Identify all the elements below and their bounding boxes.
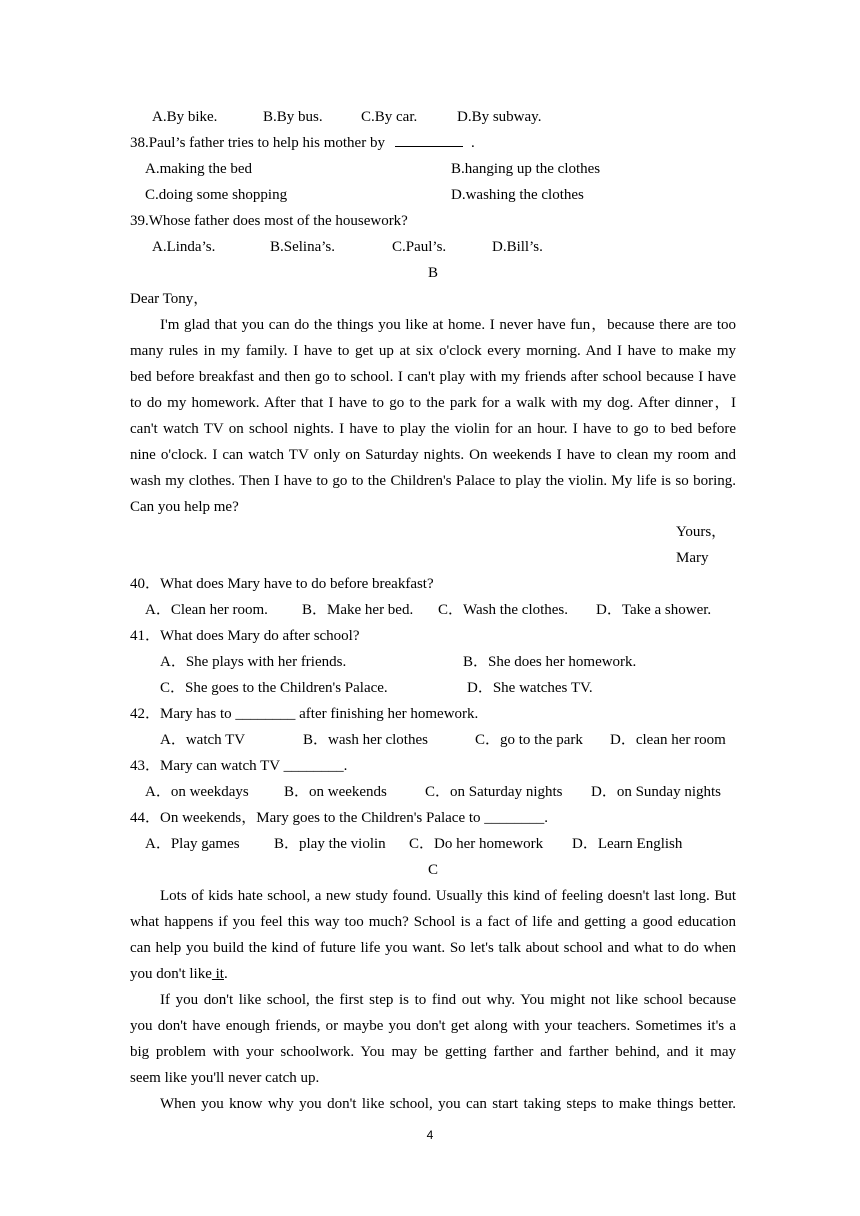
q44-stem: 44．On weekends，Mary goes to the Children's Palace to ________.: [130, 810, 549, 826]
q43-option-c: C．on Saturday nights: [425, 784, 563, 800]
passage-c-paragraph-1: [130, 883, 736, 987]
q41-option-d: D．She watches TV.: [467, 680, 593, 696]
passage-line: what happens if you feel this way too much? School is a fact of life and getting a good education: [130, 914, 736, 930]
section-c-heading: C: [427, 862, 438, 878]
passage-line: [130, 961, 736, 987]
q41-option-b: B．She does her homework.: [463, 654, 637, 670]
section-b-heading: B: [427, 265, 438, 281]
q37-option-b: B.By bus.: [263, 109, 323, 125]
passage-line: If you don't like school, the first step is to find out why. You might not like school because: [160, 992, 736, 1008]
q39-option-d: D.Bill’s.: [492, 239, 543, 255]
q38-stem: [130, 130, 475, 156]
q38-option-a: A.making the bed: [145, 161, 253, 177]
underlined-word: it: [211, 966, 224, 982]
q39-option-c: C.Paul’s.: [392, 239, 447, 255]
q44-option-d: D．Learn English: [572, 836, 683, 852]
q38-stem-text: 38.Paul’s father tries to help his mother by: [130, 135, 385, 151]
q39-option-a: A.Linda’s.: [152, 239, 216, 255]
passage-line: seem like you'll never catch up.: [130, 1070, 320, 1086]
q38-option-d: D.washing the clothes: [451, 187, 584, 203]
letter-line: can't watch TV on school nights. I have to play the violin for an hour. I have to go to bed before: [130, 421, 736, 437]
q39-option-b: B.Selina’s.: [270, 239, 336, 255]
q40-option-c: C．Wash the clothes.: [438, 602, 569, 618]
q41-option-c: C．She goes to the Children's Palace.: [160, 680, 388, 696]
q42-stem: 42．Mary has to ________ after finishing her homework.: [130, 706, 479, 722]
passage-text: .: [223, 966, 228, 982]
q37-option-a: A.By bike.: [152, 109, 218, 125]
q38-option-c: C.doing some shopping: [145, 187, 288, 203]
passage-line: When you know why you don't like school, you can start taking steps to make things better.: [160, 1096, 736, 1112]
q39-stem: 39.Whose father does most of the housework?: [130, 213, 408, 229]
letter-line: I'm glad that you can do the things you like at home. I never have fun，because there are too: [160, 317, 736, 333]
q43-option-a: A．on weekdays: [145, 784, 249, 800]
letter-body: [130, 312, 736, 520]
q42-option-c: C．go to the park: [475, 732, 583, 748]
passage-c-paragraph-2: [130, 987, 736, 1091]
q41-stem: 41．What does Mary do after school?: [130, 628, 360, 644]
q43-stem: 43．Mary can watch TV ________.: [130, 758, 348, 774]
letter-line: bed before breakfast and then go to school. I can't play with my friends after school because I have: [130, 369, 736, 385]
q38-stem-end: .: [470, 135, 475, 151]
letter-line: many rules in my family. I have to get up at six o'clock every morning. And I have to make my: [130, 343, 736, 359]
q38-answer-blank: [395, 130, 463, 147]
q37-option-d: D.By subway.: [457, 109, 542, 125]
passage-line: big problem with your schoolwork. You may be getting farther and farther behind, and it may: [130, 1044, 736, 1060]
page-number: 4: [426, 1128, 434, 1142]
q40-option-a: A．Clean her room.: [145, 602, 268, 618]
q44-option-b: B．play the violin: [274, 836, 386, 852]
q44-option-a: A．Play games: [145, 836, 240, 852]
letter-line: nine o'clock. I can watch TV only on Saturday nights. On weekends I have to clean my room and: [130, 447, 736, 463]
passage-c-paragraph-3: [130, 1091, 736, 1117]
passage-line: you don't have enough friends, or maybe you don't get along with your teachers. Sometimes it's a: [130, 1018, 736, 1034]
q37-option-c: C.By car.: [361, 109, 418, 125]
passage-line: can help you build the kind of future life you want. So let's talk about school and what to do when: [130, 940, 736, 956]
q40-option-d: D．Take a shower.: [596, 602, 712, 618]
q41-option-a: A．She plays with her friends.: [160, 654, 347, 670]
q40-stem: 40．What does Mary have to do before breakfast?: [130, 576, 434, 592]
letter-salutation: Dear Tony，: [130, 291, 209, 307]
q43-option-b: B．on weekends: [284, 784, 387, 800]
q43-option-d: D．on Sunday nights: [591, 784, 722, 800]
letter-line: Can you help me?: [130, 499, 239, 515]
letter-line: wash my clothes. Then I have to go to the Children's Palace to play the violin. My life is so boring.: [130, 473, 736, 489]
q42-option-d: D．clean her room: [610, 732, 726, 748]
passage-line: Lots of kids hate school, a new study found. Usually this kind of feeling doesn't last long. But: [160, 888, 736, 904]
letter-line: to do my homework. After that I have to go to the park for a walk with my dog. After dinner，I: [130, 395, 736, 411]
q44-option-c: C．Do her homework: [409, 836, 544, 852]
q42-option-a: A．watch TV: [160, 732, 246, 748]
passage-text: you don't like: [130, 966, 212, 982]
q42-option-b: B．wash her clothes: [303, 732, 428, 748]
letter-closing: Yours，: [676, 524, 727, 540]
q38-option-b: B.hanging up the clothes: [451, 161, 601, 177]
q40-option-b: B．Make her bed.: [302, 602, 414, 618]
letter-signature: Mary: [676, 550, 709, 566]
